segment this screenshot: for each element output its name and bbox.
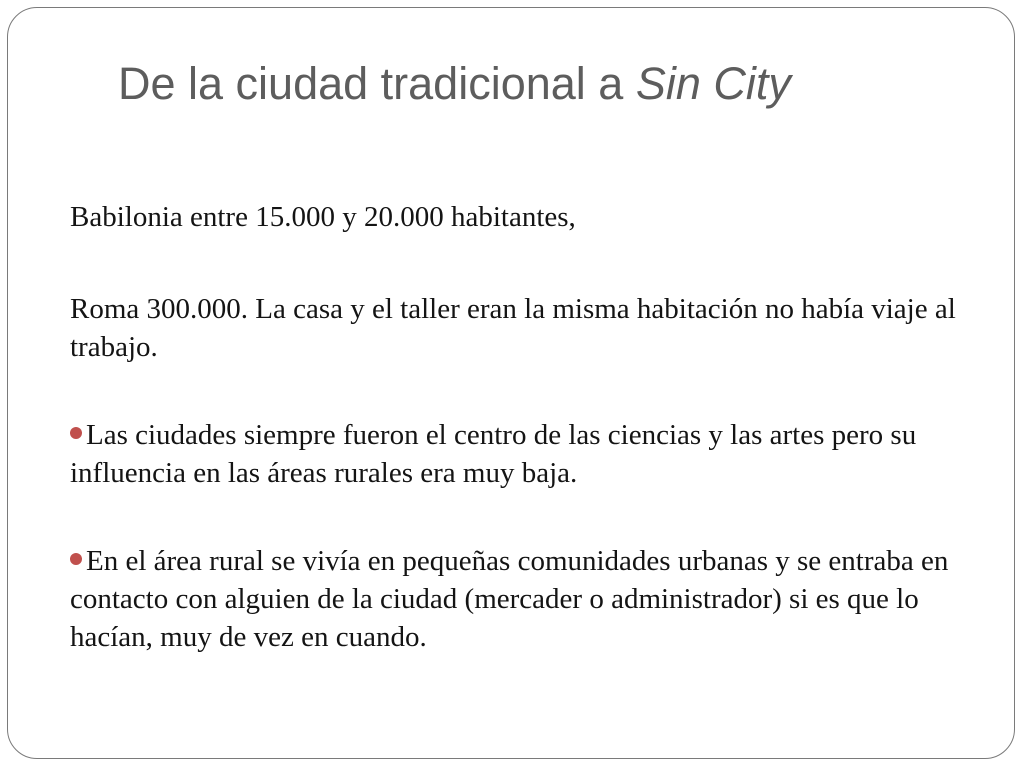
bullet-dot-icon — [70, 427, 82, 439]
title-italic: Sin City — [635, 58, 791, 109]
paragraph-text: Babilonia entre 15.000 y 20.000 habitantes, — [70, 201, 576, 233]
paragraph-babilonia — [70, 198, 576, 236]
paragraph-text: Roma 300.000. La casa y el taller eran la misma habitación no había viaje al trabajo. — [70, 293, 956, 363]
slide — [7, 7, 1015, 759]
bullet-item-area-rural — [70, 542, 970, 656]
paragraph-text: En el área rural se vivía en pequeñas comunidades urbanas y se entraba en contacto con alguien de la ciudad (mercader o administrador) si es que lo hacían, muy de vez en cuando. — [70, 545, 949, 653]
slide-title — [118, 56, 791, 112]
bullet-dot-icon — [70, 553, 82, 565]
title-main: De la ciudad tradicional a — [118, 58, 636, 109]
paragraph-text: Las ciudades siempre fueron el centro de las ciencias y las artes pero su influencia en las áreas rurales era muy baja. — [70, 419, 917, 489]
paragraph-roma — [70, 290, 970, 366]
bullet-item-ciudades — [70, 416, 970, 492]
